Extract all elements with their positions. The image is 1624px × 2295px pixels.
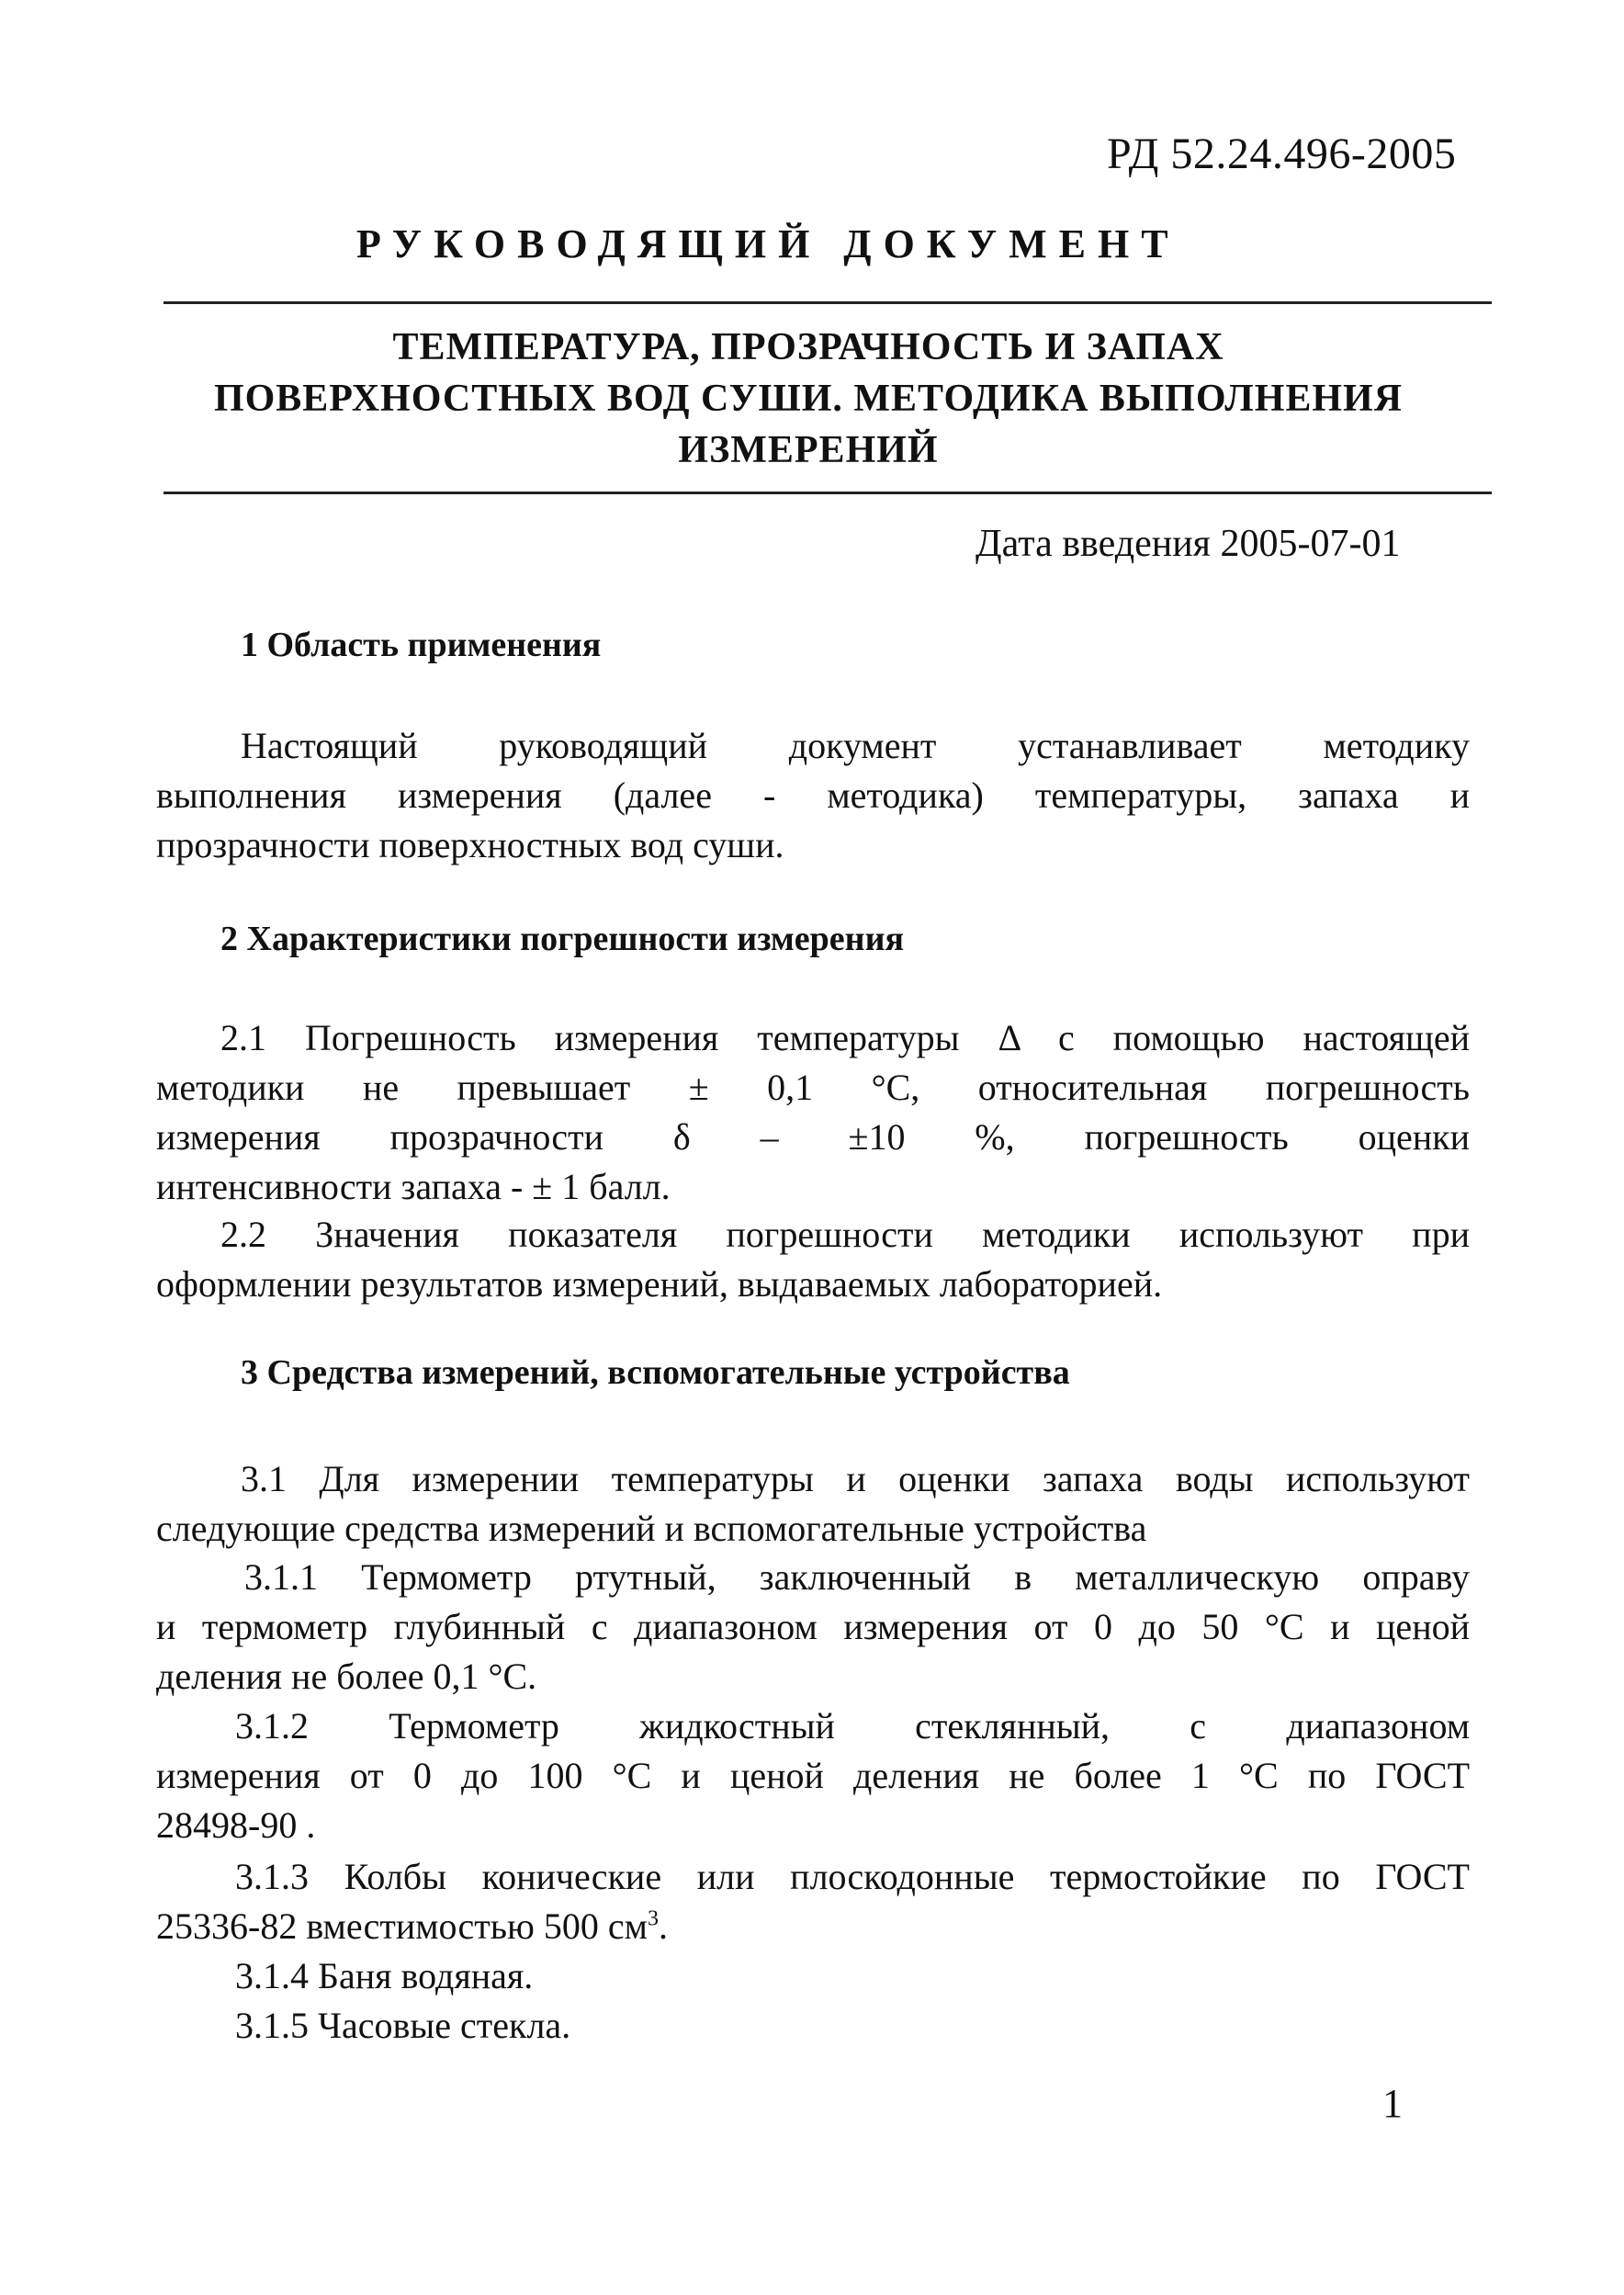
volume-period: . — [658, 1905, 668, 1947]
paragraph-line: прозрачности поверхностных вод суши. — [156, 824, 784, 865]
title-line-3: ИЗМЕРЕНИЙ — [678, 429, 939, 471]
document-type-heading: РУКОВОДЯЩИЙ ДОКУМЕНТ — [356, 221, 1180, 266]
paragraph-3-1-2 — [156, 1701, 1470, 1850]
paragraph-line: измерения прозрачности δ – ±10 %, погрешность оценки — [156, 1116, 1470, 1158]
paragraph-2-2 — [156, 1210, 1470, 1309]
paragraph-line: оформлении результатов измерений, выдаваемых лабораторией. — [156, 1263, 1163, 1305]
paragraph-line: 2.1 Погрешность измерения температуры Δ с помощью настоящей — [220, 1017, 1470, 1058]
section-2-heading: 2 Характеристики погрешности измерения — [220, 920, 905, 958]
paragraph-3-1-1 — [156, 1553, 1470, 1701]
paragraph-line — [156, 1902, 1470, 1951]
paragraph-line: интенсивности запаха - ± 1 балл. — [156, 1166, 671, 1207]
paragraph-line: деления не более 0,1 °С. — [156, 1656, 537, 1697]
paragraph-3-1 — [156, 1454, 1470, 1554]
paragraph-line: 3.1.4 Баня водяная. — [235, 1955, 534, 1996]
title-line-1: ТЕМПЕРАТУРА, ПРОЗРАЧНОСТЬ И ЗАПАХ — [392, 326, 1224, 368]
volume-exponent: 3 — [647, 1906, 659, 1931]
paragraph-3-1-4 — [156, 1951, 1470, 2001]
paragraph-line: измерения от 0 до 100 °С и ценой деления не более 1 °С по ГОСТ — [156, 1755, 1470, 1796]
paragraph-line: 3.1.5 Часовые стекла. — [235, 2005, 571, 2046]
volume-text: 25336-82 вместимостью 500 см — [156, 1905, 648, 1947]
paragraph-line: Настоящий руководящий документ устанавливает методику — [241, 725, 1470, 766]
paragraph-line: следующие средства измерений и вспомогательные устройства — [156, 1508, 1147, 1549]
paragraph-line: выполнения измерения (далее - методика) температуры, запаха и — [156, 774, 1470, 816]
paragraph-line: методики не превышает ± 0,1 °С, относительная погрешность — [156, 1067, 1470, 1108]
section-1-heading: 1 Область применения — [241, 626, 602, 664]
paragraph-line: 2.2 Значения показателя погрешности методики используют при — [220, 1214, 1470, 1255]
page-number: 1 — [1382, 2081, 1403, 2126]
paragraph-line: 3.1.2 Термометр жидкостный стеклянный, с диапазоном — [235, 1705, 1470, 1747]
top-divider — [164, 301, 1492, 304]
paragraph-3-1-5 — [156, 2001, 1470, 2051]
document-code: РД 52.24.496-2005 — [1107, 130, 1457, 178]
section-3-heading: 3 Средства измерений, вспомогательные устройства — [241, 1353, 1070, 1392]
section-1-paragraph — [156, 721, 1470, 870]
paragraph-line: 28498-90 . — [156, 1804, 316, 1846]
paragraph-line: и термометр глубинный с диапазоном измерения от 0 до 50 °С и ценой — [156, 1606, 1470, 1647]
paragraph-3-1-3 — [156, 1852, 1470, 1951]
paragraph-line: 3.1 Для измерении температуры и оценки запаха воды используют — [241, 1458, 1470, 1499]
paragraph-2-1 — [156, 1013, 1470, 1212]
title-line-2: ПОВЕРХНОСТНЫХ ВОД СУШИ. МЕТОДИКА ВЫПОЛНЕНИЯ — [213, 378, 1404, 420]
paragraph-line: 3.1.1 Термометр ртутный, заключенный в металлическую оправу — [244, 1556, 1470, 1598]
introduction-date: Дата введения 2005-07-01 — [976, 523, 1401, 565]
document-title — [129, 322, 1488, 476]
bottom-divider — [164, 492, 1492, 494]
paragraph-line: 3.1.3 Колбы конические или плоскодонные термостойкие по ГОСТ — [235, 1856, 1470, 1897]
